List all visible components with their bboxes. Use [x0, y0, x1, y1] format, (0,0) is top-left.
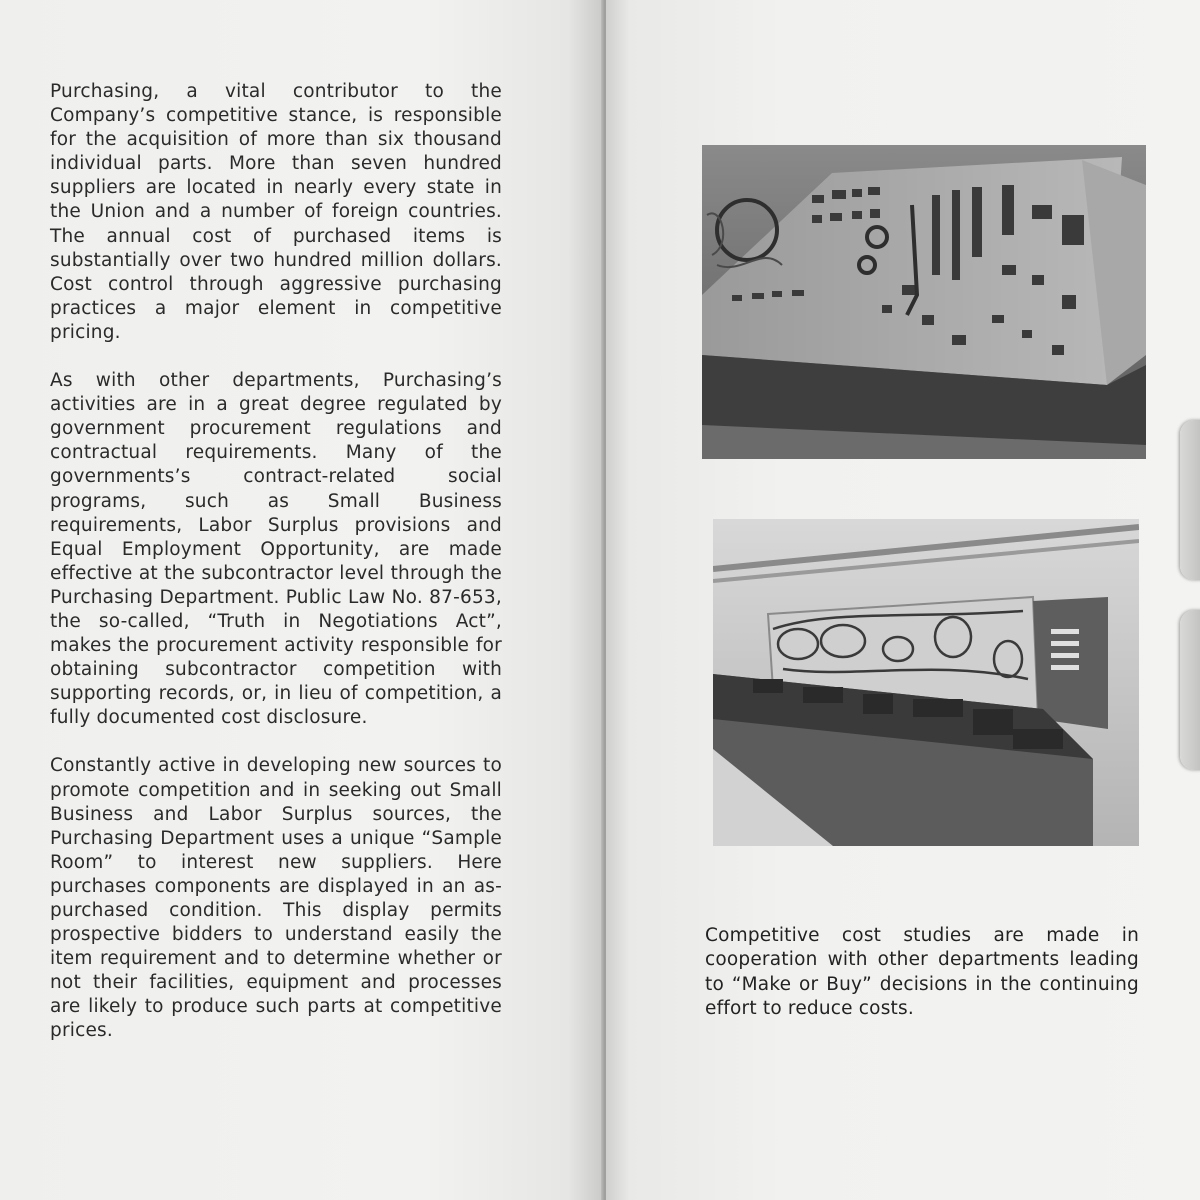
edge-tab-lower	[1180, 610, 1200, 770]
photo-parts-display-board	[702, 145, 1146, 459]
page-edge-tabs	[1180, 400, 1200, 780]
paragraph-sample-room: Constantly active in developing new sources to promote competition and in seeking out Small Business and Labor Surplus sources, the Purchasing Department uses a unique “Sample Room” to interest new suppliers. Here purchases components are displayed in an as-purchased condition. This display permits prospective bidders to understand easily the item requirement and to determine whether or not their facilities, equipment and processes are likely to produce such parts at competitive prices.	[50, 755, 502, 1042]
body-text-column	[50, 80, 502, 1068]
photo-sample-room-table	[713, 519, 1139, 846]
paragraph-purchasing-overview: Purchasing, a vital contributor to the Company’s competitive stance, is responsible for the acquisition of more than six thousand individual parts. More than seven hundred suppliers are located in nearly every state in the Union and a number of foreign countries. The annual cost of purchased items is substantially over two hundred million dollars. Cost control through aggressive purchasing practices a major element in competitive pricing.	[50, 81, 502, 343]
edge-tab-upper	[1180, 420, 1200, 580]
photo-caption: Competitive cost studies are made in cooperation with other departments leading to “Make or Buy” decisions in the continuing effort to reduce costs.	[705, 925, 1139, 1019]
paragraph-regulations: As with other departments, Purchasing’s activities are in a great degree regulated by government procurement regulations and contractual requirements. Many of the governments’s contract-related social programs, such as Small Business requirements, Labor Surplus provisions and Equal Employment Opportunity, are made effective at the subcontractor level through the Purchasing Department. Public Law No. 87-653, the so-called, “Truth in Negotiations Act”, makes the procurement activity responsible for obtaining subcontractor competition with supporting records, or, in lieu of competition, a fully documented cost disclosure.	[50, 370, 502, 729]
